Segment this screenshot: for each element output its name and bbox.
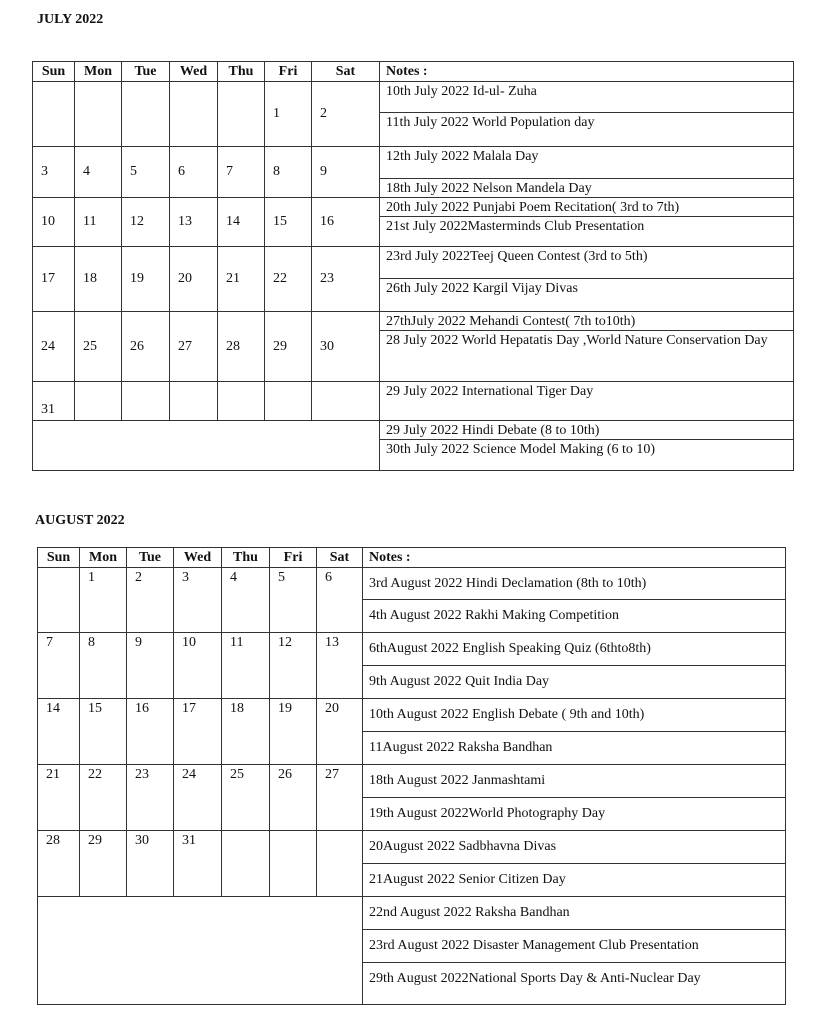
day-cell [38, 568, 80, 633]
day-cell: 16 [312, 198, 380, 247]
day-cell: 9 [312, 147, 380, 198]
note-item: 12th July 2022 Malala Day [380, 147, 794, 179]
note-item: 29th August 2022National Sports Day & Anti-Nuclear Day [363, 963, 786, 1005]
note-item: 29 July 2022 Hindi Debate (8 to 10th) [380, 421, 794, 440]
day-cell [122, 382, 170, 421]
day-cell: 16 [127, 699, 174, 765]
day-cell [317, 831, 363, 897]
note-item: 4th August 2022 Rakhi Making Competition [363, 600, 786, 633]
empty-cell [38, 897, 363, 1005]
day-cell: 8 [80, 633, 127, 699]
note-item: 11th July 2022 World Population day [380, 113, 794, 147]
note-item: 23rd August 2022 Disaster Management Club Presentation [363, 930, 786, 963]
day-cell: 8 [265, 147, 312, 198]
day-cell: 24 [174, 765, 222, 831]
note-item: 18th July 2022 Nelson Mandela Day [380, 179, 794, 198]
day-cell: 25 [75, 312, 122, 382]
august-title: AUGUST 2022 [35, 513, 125, 528]
july-title: JULY 2022 [37, 12, 104, 27]
day-cell: 18 [222, 699, 270, 765]
day-cell: 11 [222, 633, 270, 699]
header-wed: Wed [174, 548, 222, 568]
day-cell: 30 [312, 312, 380, 382]
day-cell: 26 [122, 312, 170, 382]
day-cell: 27 [317, 765, 363, 831]
day-cell [265, 382, 312, 421]
day-cell: 12 [270, 633, 317, 699]
day-cell: 27 [170, 312, 218, 382]
note-item: 6thAugust 2022 English Speaking Quiz (6thto8th) [363, 633, 786, 666]
day-cell: 26 [270, 765, 317, 831]
day-cell: 25 [222, 765, 270, 831]
day-cell: 17 [33, 247, 75, 312]
day-cell: 15 [80, 699, 127, 765]
day-cell: 14 [218, 198, 265, 247]
note-item: 21August 2022 Senior Citizen Day [363, 864, 786, 897]
day-cell: 9 [127, 633, 174, 699]
day-cell: 14 [38, 699, 80, 765]
note-item: 21st July 2022Masterminds Club Presentation [380, 217, 794, 247]
day-cell [218, 82, 265, 147]
day-cell: 23 [127, 765, 174, 831]
note-item: 10th August 2022 English Debate ( 9th and 10th) [363, 699, 786, 732]
day-cell: 5 [122, 147, 170, 198]
day-cell: 13 [170, 198, 218, 247]
day-cell: 17 [174, 699, 222, 765]
july-calendar-table [32, 61, 794, 471]
header-sun: Sun [38, 548, 80, 568]
day-cell [122, 82, 170, 147]
note-item: 11August 2022 Raksha Bandhan [363, 732, 786, 765]
header-wed: Wed [170, 62, 218, 82]
day-cell: 24 [33, 312, 75, 382]
day-cell: 1 [265, 82, 312, 147]
day-cell: 1 [80, 568, 127, 633]
header-sat: Sat [317, 548, 363, 568]
note-item: 26th July 2022 Kargil Vijay Divas [380, 279, 794, 312]
day-cell: 4 [222, 568, 270, 633]
header-tue: Tue [127, 548, 174, 568]
day-cell: 3 [174, 568, 222, 633]
day-cell: 12 [122, 198, 170, 247]
day-cell: 6 [317, 568, 363, 633]
day-cell [33, 82, 75, 147]
day-cell: 21 [38, 765, 80, 831]
august-calendar-table [37, 547, 786, 1005]
day-cell: 7 [38, 633, 80, 699]
header-thu: Thu [218, 62, 265, 82]
day-cell [270, 831, 317, 897]
note-item: 9th August 2022 Quit India Day [363, 666, 786, 699]
note-item: 10th July 2022 Id-ul- Zuha [380, 82, 794, 113]
day-cell: 21 [218, 247, 265, 312]
day-cell [312, 382, 380, 421]
header-mon: Mon [75, 62, 122, 82]
day-cell: 10 [174, 633, 222, 699]
day-cell: 5 [270, 568, 317, 633]
day-cell: 19 [122, 247, 170, 312]
note-item: 29 July 2022 International Tiger Day [380, 382, 794, 421]
day-cell [170, 82, 218, 147]
day-cell: 10 [33, 198, 75, 247]
note-item: 27thJuly 2022 Mehandi Contest( 7th to10th) [380, 312, 794, 331]
day-cell: 29 [265, 312, 312, 382]
note-item: 18th August 2022 Janmashtami [363, 765, 786, 798]
day-cell: 2 [312, 82, 380, 147]
day-cell: 15 [265, 198, 312, 247]
note-item: 22nd August 2022 Raksha Bandhan [363, 897, 786, 930]
day-cell: 4 [75, 147, 122, 198]
day-cell: 19 [270, 699, 317, 765]
day-cell: 7 [218, 147, 265, 198]
note-item: 30th July 2022 Science Model Making (6 to 10) [380, 440, 794, 471]
header-fri: Fri [265, 62, 312, 82]
day-cell: 11 [75, 198, 122, 247]
day-cell: 20 [170, 247, 218, 312]
day-cell: 28 [218, 312, 265, 382]
day-cell: 13 [317, 633, 363, 699]
header-mon: Mon [80, 548, 127, 568]
day-cell: 18 [75, 247, 122, 312]
day-cell: 22 [265, 247, 312, 312]
header-fri: Fri [270, 548, 317, 568]
header-thu: Thu [222, 548, 270, 568]
day-cell: 28 [38, 831, 80, 897]
header-tue: Tue [122, 62, 170, 82]
empty-cell [33, 421, 380, 471]
day-cell: 3 [33, 147, 75, 198]
day-cell [75, 82, 122, 147]
note-item: 3rd August 2022 Hindi Declamation (8th to 10th) [363, 568, 786, 600]
note-item: 19th August 2022World Photography Day [363, 798, 786, 831]
header-notes: Notes : [363, 548, 786, 568]
day-cell [170, 382, 218, 421]
note-item: 20August 2022 Sadbhavna Divas [363, 831, 786, 864]
day-cell: 20 [317, 699, 363, 765]
note-item: 20th July 2022 Punjabi Poem Recitation( 3rd to 7th) [380, 198, 794, 217]
day-cell [222, 831, 270, 897]
header-notes: Notes : [380, 62, 794, 82]
day-cell: 29 [80, 831, 127, 897]
day-cell: 2 [127, 568, 174, 633]
day-cell: 23 [312, 247, 380, 312]
day-cell: 31 [33, 382, 75, 421]
day-cell: 31 [174, 831, 222, 897]
day-cell: 22 [80, 765, 127, 831]
day-cell [218, 382, 265, 421]
day-cell: 30 [127, 831, 174, 897]
header-sun: Sun [33, 62, 75, 82]
day-cell: 6 [170, 147, 218, 198]
header-sat: Sat [312, 62, 380, 82]
note-item: 23rd July 2022Teej Queen Contest (3rd to 5th) [380, 247, 794, 279]
note-item: 28 July 2022 World Hepatatis Day ,World Nature Conservation Day [380, 331, 794, 382]
day-cell [75, 382, 122, 421]
